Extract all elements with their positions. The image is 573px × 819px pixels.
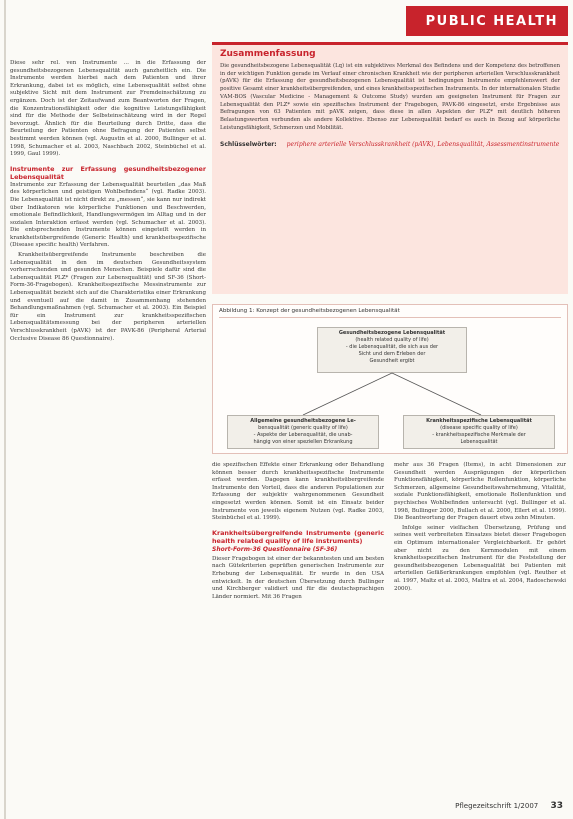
col2-heading-1: Krankheitsübergreifende Instrumente (generic health related quality of life instruments)	[212, 528, 384, 545]
col2-paragraph-1: die spezifischen Effekte einer Erkrankung oder Behandlung können besser durch krankheitsspezifische Instrumente erfasst werden. Dagegen kann krankheitsübergreifende Instrumente den Vorteil, dass die anderen Populationen zur Erfassung der subjektiv wahrgenommenen Gesundheit eingesetzt werden können. Somit ist ein Einsatz beider Instrumente von jeweils eigenem Nutzen (vgl. Radke 2003, Steinbüchel et al. 1999).	[212, 462, 384, 522]
figure-left-title: Allgemeine gesundheitsbezogene Le-	[250, 418, 356, 424]
figure-top-line: (health related quality of life)	[355, 337, 429, 343]
keywords-label: Schlüsselwörter:	[220, 141, 277, 149]
column-1	[10, 60, 206, 345]
figure-box-left	[227, 415, 379, 449]
page-number: 33	[550, 801, 563, 811]
figure-left-line: hängig von einer speziellen Erkrankung	[253, 439, 353, 445]
keywords-row	[220, 141, 560, 149]
abstract-box	[212, 42, 568, 294]
col3-paragraph-2: Infolge seiner vielfachen Übersetzung, Prüfung und seines weit verbreiteten Einsatzes bietet dieser Fragebogen ein Optimum internationaler Vergleichbarkeit. Er gehört aber nicht zu den Kernmodulen mit einem krankheitsspezifischen Instrument für die Feststellung der gesundheitsbezogenen Lebensqualität bei Patienten mit arteriellen Gefäßerkrankungen empfohlen (vgl. Reuther et al. 1997, Maltz et al. 2003, Maltra et al. 2004, Radoschewski 2000).	[394, 524, 566, 592]
connector-right	[392, 373, 481, 415]
connector-left	[303, 373, 392, 415]
figure-right-title: Krankheitsspezifische Lebensqualität	[426, 418, 532, 424]
figure-caption: Abbildung 1: Konzept der gesundheitsbezogenen Lebensqualität	[219, 308, 400, 314]
section-title: PUBLIC HEALTH	[425, 14, 558, 29]
page-footer	[455, 801, 563, 811]
figure-box-right	[403, 415, 555, 449]
column-3	[394, 462, 566, 595]
col2-subheading-1: Short-Form-36 Questionnaire (SF-36)	[212, 545, 338, 553]
figure-top-line: Sicht und dem Erleben der	[358, 351, 426, 357]
col1-heading-1: Instrumente zur Erfassung gesundheitsbezogener Lebensqualität	[10, 164, 206, 181]
figure-right-line: - krankheitsspezifische Merkmale der	[432, 432, 526, 438]
figure-right-line: (disease specific quality of life)	[440, 425, 518, 431]
col1-paragraph-2: Instrumente zur Erfassung der Lebensqualität beurteilen „das Maß des körperlichen und geistigen Wohlbefindens“ (vgl. Radke 2003). Die Lebensqualität ist nicht direkt zu „messen“, sie kann nur indirekt über Indikatoren wie körperliche Funktionen und Beschwerden, emotionale Befindlichkeit, Handlungsvermögen im Alltag und in der sozialen Interaktion erfasst werden (vgl. Schumacher et al. 2003). Die entsprechenden Instrumente können eingeteilt werden in krankheitsübergreifende (Generic Health) und krankheitsspezifische (Disease specific health) Verfahren.	[10, 181, 206, 249]
abstract-text: Die gesundheitsbezogene Lebensqualität (Lq) ist ein subjektives Merkmal des Befindens und der Kompetenz des betroffenen in der wichtigen Funktion gerade im Verlauf einer chronischen Krankheit wie der peripheren arteriellen Verschlusskrankheit (pAVK) für die Erfassung der gesundheitsbezogenen Lebensqualität ist bedingungen Instrumente empfehlenswert der positive Gesamt einer krankheitsübergreifenden, und eines krankheitsspezifischen Instruments. In der internationalen Studie VAM-BOS (Vascular Medicine - Management & Outcome Study) wurden am geeigneten Instrument für Fragen zur Lebensqualität den PLZ* sowie ein spezifisches Instrument der Fragebogen, PAVK-86 eingesetzt, erste Ergebnisse aus Befragungen von 63 Patienten mit pAVK zeigen, dass diese in allen Aspekten der PLZ* mit deutlich höheren Belastungswerten verbunden als andere Kollektive. Ebenso zur Lebensqualität bedarf es auch in Bezug auf körperliche Leistungsfähigkeit, Schmerzen und Mobilität.	[220, 63, 560, 131]
col1-paragraph-3: Krankheitsübergreifende Instrumente beschreiben die Lebensqualität in den im deutschen Gesundheitssystem vorherrschenden und gesunden Menschen. Beispiele dafür sind die Lebensqualität PLZ* (Fragen zur Lebensqualität) und SF-36 (Short-Form-36-Fragebogen). Krankheitsspezifische Messinstrumente zur Lebensqualität bezieht sich auf die Charakteristika einer Erkrankung und eventuell auf die damit in Zusammenhang stehenden Behandlungsmaßnahmen (vgl. Schumacher et al. 2003). Ein Beispiel für ein Instrument zur krankheitsspezifischen Lebensqualitätsmessung bei der peripheren arteriellen Verschlusskrankheit (pAVK) ist der PAVK-86 (Peripheral Arterial Occlusive Disease 86 Questionnaire).	[10, 252, 206, 342]
figure-1	[212, 304, 568, 454]
figure-right-line: Lebensqualität	[460, 439, 498, 445]
figure-left-line: bensqualität (generic quality of life)	[258, 425, 348, 431]
col1-paragraph-1: Diese sehr rel. ven Instrumente … in die Erfassung der gesundheitsbezogenen Lebensqualität auch ganzheitlich ein. Die Instrumente werden hierbei nach dem Patienten und ihrer Erkrankung, dabei ist es möglich, eine Lebensqualität selbst ohne subjektive Sicht mit dem Instrument zur Fremdeinschätzung zu ergänzen. Doch ist der Zeitaufwand zum Beantworten der Fragen, die Konzentrationsfähigkeit oder die kognitive Leistungsfähigkeit sind für die Methode der Selbsteinschätzung wird in der Regel bevorzugt. Ähnlich für die Beurteilung durch Dritte, dass die Beurteilung der Patienten ohne Befragung der Patienten selbst bestimmt werden können (vgl. Augustin et al. 2000, Bullinger et al. 1998, Schumacher et al. 2003, Naschbach 2002, Steinbüchel et al. 1999, Gaul 1999).	[10, 60, 206, 158]
keywords-text: periphere arterielle Verschlusskrankheit (pAVK), Lebensqualität, Assessmentinstrumente	[286, 141, 560, 149]
column-2	[212, 462, 384, 603]
col3-paragraph-1: mehr aus 36 Fragen (Items), in acht Dimensionen zur Gesundheit werden Ausprägungen der körperlichen Funktionsfähigkeit, körperliche Rollenfunktion, körperliche Schmerzen, allgemeine Gesundheitswahrnehmung, Vitalität, soziale Funktionsfähigkeit, emotionale Rollenfunktion und psychisches Wohlbefinden untersucht (vgl. Bullinger et al. 1998, Bullinger 2000, Bullach et al. 2000, Ellert et al. 1999). Die Beantwortung der Fragen dauert etwa zehn Minuten.	[394, 462, 566, 522]
figure-left-line: - Aspekte der Lebensqualität, die unab-	[253, 432, 353, 438]
col2-paragraph-2: Dieser Fragebogen ist einer der bekanntesten und am besten nach Gütekriterien geprüften generischen Instrumente zur Erhebung der Lebensqualität. Er wurde in den USA entwickelt. In der deutschen Übersetzung durch Bullinger und Kirchberger validiert und für die deutschsprachigen Länder normiert. Mit 36 Fragen	[212, 555, 384, 600]
section-header-band	[406, 6, 568, 36]
figure-top-line: Gesundheit ergibt	[369, 358, 415, 364]
abstract-title: Zusammenfassung	[220, 49, 316, 59]
binding-edge	[4, 0, 6, 819]
figure-top-title: Gesundheitsbezogene Lebensqualität	[338, 330, 446, 336]
journal-name: Pflegezeitschrift 1/2007	[455, 802, 539, 810]
figure-top-line: - die Lebensqualität, die sich aus der	[345, 344, 439, 350]
